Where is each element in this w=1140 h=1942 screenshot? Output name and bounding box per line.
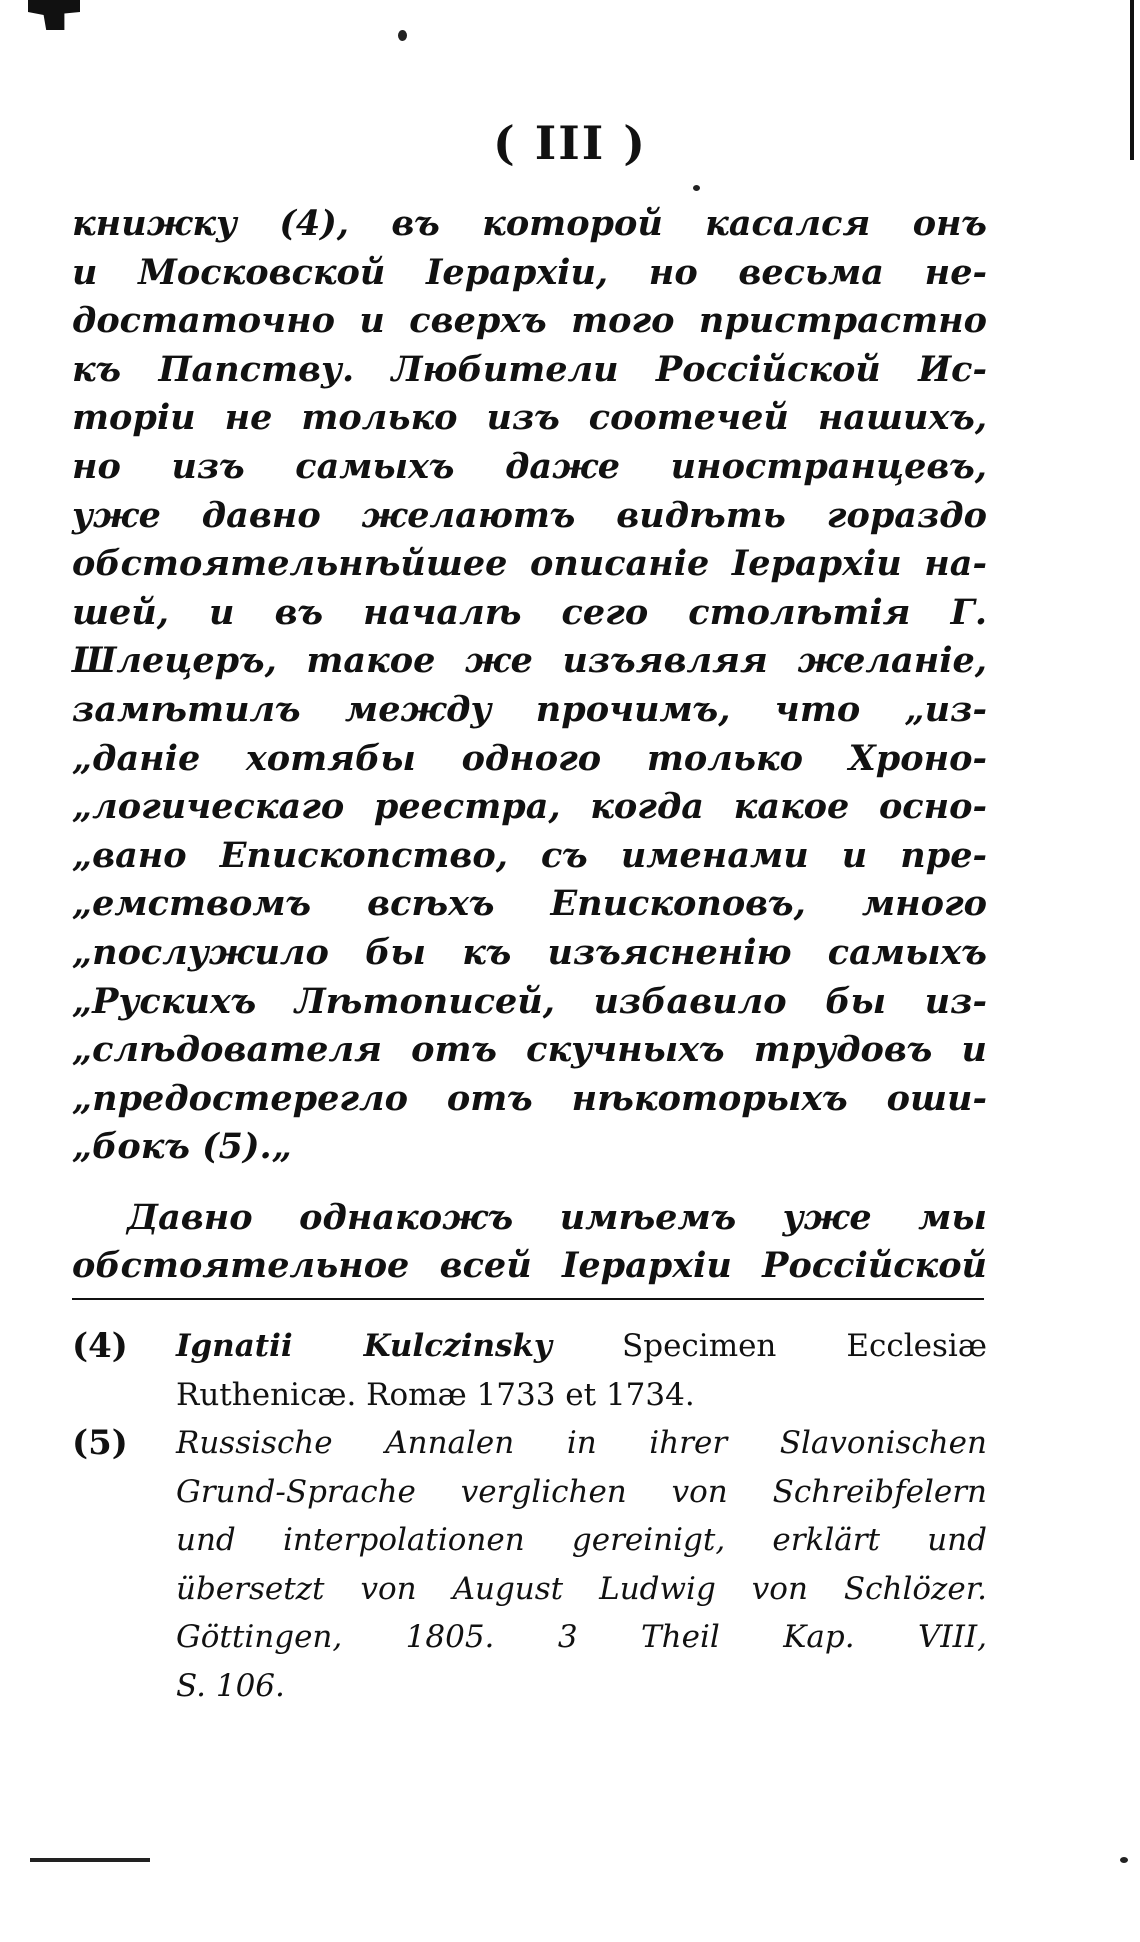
footnote-marker: (4) xyxy=(72,1326,128,1366)
footnote-line xyxy=(176,1322,987,1371)
footnote-title: Specimen Ecclesiæ xyxy=(621,1328,987,1364)
text-line: „емствомъ всѣхъ Епископовъ, много xyxy=(72,883,987,925)
paragraph-gap xyxy=(72,1172,987,1194)
footnote-line: Grund-Sprache verglichen von Schreibfelern xyxy=(176,1473,987,1510)
text-line: книжку (4), въ которой касался онъ xyxy=(72,203,987,244)
text-line: но изъ самыхъ даже иностранцевъ, xyxy=(72,445,987,487)
scan-speck xyxy=(693,185,700,191)
text-line: „бокъ (5).„ xyxy=(72,1126,292,1168)
text-line: обстоятельное всей Іерархіи Россійской xyxy=(72,1245,987,1287)
text-line: и Московской Іерархіи, но весьма не- xyxy=(72,251,987,293)
scan-corner-artifact xyxy=(28,0,80,30)
text-line: торіи не только изъ соотечей нашихъ, xyxy=(72,397,987,439)
footnotes xyxy=(72,1322,987,1710)
text-line: достаточно и сверхъ того пристрастно xyxy=(72,300,987,342)
footnote-line: S. 106. xyxy=(176,1667,285,1704)
text-line: „Рускихъ Лѣтописей, избавило бы из- xyxy=(72,980,987,1022)
text-line: Шлецеръ, такое же изъявляя желаніе, xyxy=(72,640,987,682)
text-line: замѣтилъ между прочимъ, что „из- xyxy=(72,688,987,730)
scan-speck xyxy=(398,30,407,41)
main-text xyxy=(72,200,987,1291)
text-line: уже давно желаютъ видѣть гораздо xyxy=(72,494,987,536)
footnote-line: übersetzt von August Ludwig von Schlözer. xyxy=(176,1570,987,1607)
footnote-line: Göttingen, 1805. 3 Theil Kap. VIII, xyxy=(176,1619,987,1655)
text-line: шей, и въ началѣ сего столѣтія Г. xyxy=(72,591,987,633)
footnote-author: Ignatii Kulczinsky xyxy=(176,1328,552,1364)
page-number: ( III ) xyxy=(492,116,648,170)
text-line: „вано Епископство, съ именами и пре- xyxy=(72,834,987,876)
text-line: Давно однакожъ имѣемъ уже мы xyxy=(127,1196,987,1238)
footnote-line: Russische Annalen in ihrer Slavonischen xyxy=(176,1425,987,1461)
text-line: къ Папству. Любители Россійской Ис- xyxy=(72,348,987,390)
scan-speck xyxy=(1120,1857,1128,1863)
text-line: „даніе хотябы одного только Хроно- xyxy=(72,737,987,779)
footnote-4 xyxy=(72,1322,987,1419)
text-line: обстоятельнѣйшее описаніе Іерархіи на- xyxy=(72,543,987,585)
text-line: „предостерегло отъ нѣкоторыхъ оши- xyxy=(72,1077,987,1119)
scan-speck xyxy=(30,1858,150,1862)
footnote-5 xyxy=(72,1419,987,1710)
footnote-marker: (5) xyxy=(72,1423,128,1463)
text-line: „логическаго реестра, когда какое осно- xyxy=(72,786,987,828)
footnote-line: und interpolationen gereinigt, erklärt und xyxy=(176,1522,987,1558)
text-line: „послужило бы къ изъясненію самыхъ xyxy=(72,931,987,973)
footnote-line: Ruthenicæ. Romæ 1733 et 1734. xyxy=(176,1376,695,1413)
text-line: „слѣдователя отъ скучныхъ трудовъ и xyxy=(72,1029,987,1071)
footnote-divider xyxy=(72,1298,984,1300)
